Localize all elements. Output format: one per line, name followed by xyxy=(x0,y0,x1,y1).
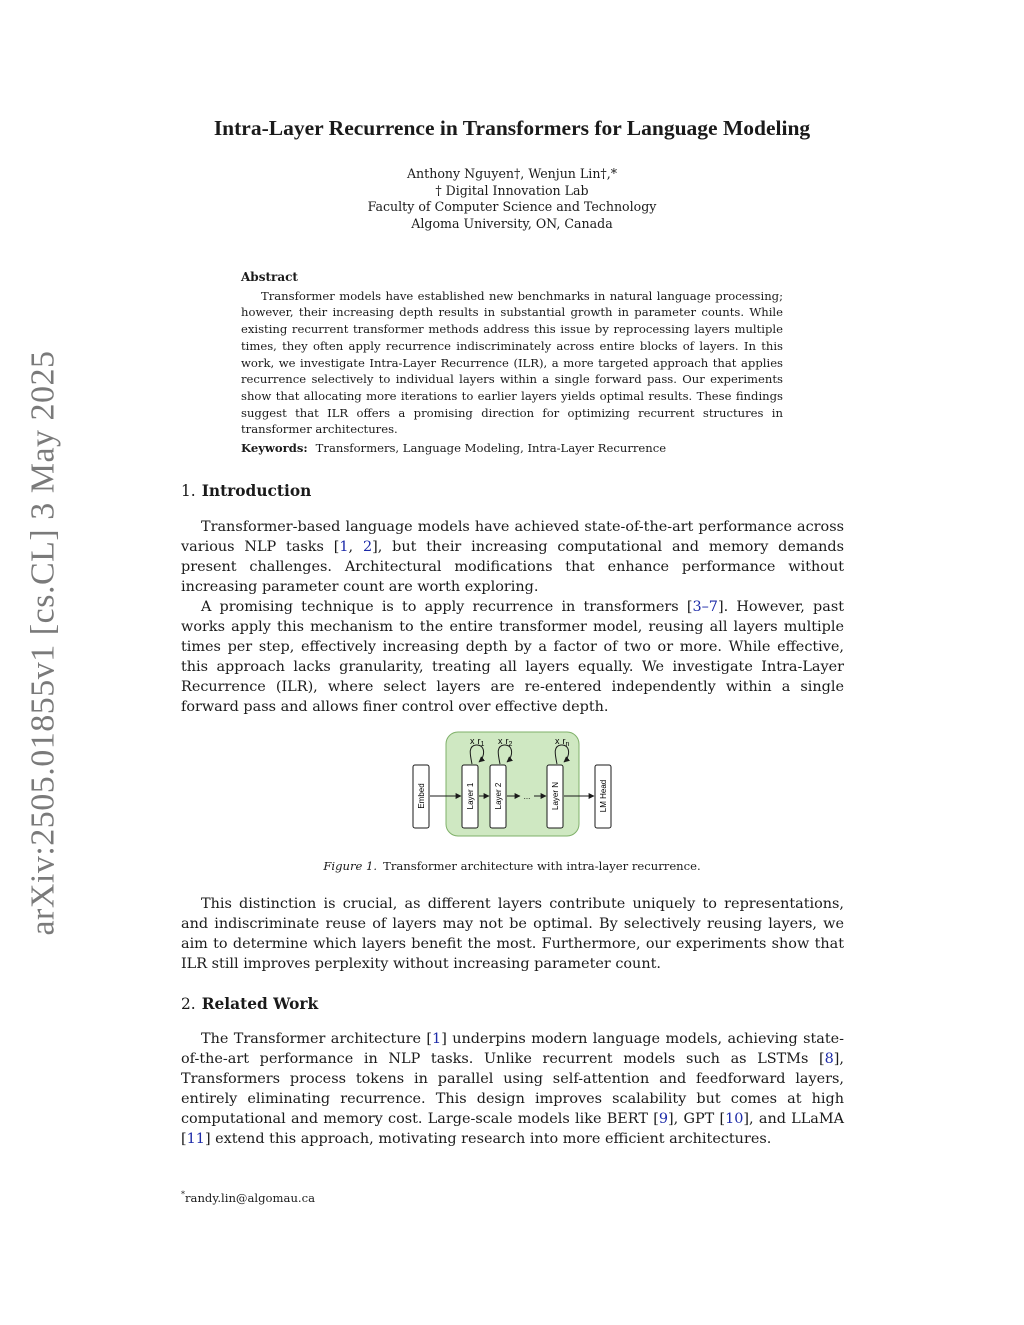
recurrence-label-n: x $r_n$ xyxy=(555,736,570,748)
figure-label: Figure 1. xyxy=(323,859,378,873)
keywords-label: Keywords: xyxy=(241,441,308,456)
keywords xyxy=(241,440,783,457)
abstract-text: Transformer models have established new benchmarks in natural language processing; however, their increasing depth results in substantial growth in parameter counts. While existing recurrent transformer methods address this issue by reprocessing layers multiple times, they often apply recurrence indiscriminately across entire blocks of layers. In this work, we investigate Intra-Layer Recurrence (ILR), a more targeted approach that applies recurrence selectively to individual layers within a single forward pass. Our experiments show that allocating more iterations to earlier layers yields optimal results. These findings suggest that ILR offers a promising direction for optimizing recurrent structures in transformer architectures. xyxy=(241,288,783,437)
text-run: ] extend this approach, motivating research into more efficient architectures. xyxy=(204,1131,772,1148)
intro-paragraph-1 xyxy=(181,517,844,597)
intro-paragraph-3: This distinction is crucial, as different layers contribute uniquely to representations, and indiscriminate reuse of layers may not be optimal. By selectively reusing layers, we aim to determine which layers benefit the most. Furthermore, our experiments show that ILR still improves perplexity without increasing parameter count. xyxy=(181,896,844,973)
section-title: Related Work xyxy=(201,995,319,1013)
architecture-diagram xyxy=(400,728,625,843)
section-title: Introduction xyxy=(201,482,312,500)
text-run: ], Transformers process tokens in parallel using self-attention and feedforward layers, entirely eliminating recurrence. This design improves scalability but comes at high computational and memory cost. Large-scale models like BERT [ xyxy=(181,1051,844,1128)
citation-link[interactable]: 9 xyxy=(658,1111,669,1128)
citation-link[interactable]: 2 xyxy=(362,539,373,556)
text-run: ] underpins modern language models, achieving state-of-the-art performance in NLP tasks. Unlike recurrent models such as LSTMs [ xyxy=(181,1031,844,1068)
figure-caption-text: Transformer architecture with intra-layer recurrence. xyxy=(383,859,701,873)
author-faculty: Faculty of Computer Science and Technology xyxy=(367,199,657,214)
section-heading-introduction xyxy=(181,482,311,500)
text-run: , xyxy=(348,539,363,556)
arxiv-id: arXiv:2505.01855v1 [cs.CL] 3 May 2025 xyxy=(25,349,63,936)
text-run: Transformer-based language models have achieved state-of-the-art performance across various NLP tasks [ xyxy=(181,519,844,556)
footnote-email[interactable]: randy.lin@algomau.ca xyxy=(185,1190,315,1205)
section-number: 1. xyxy=(181,482,196,500)
text-run: ], and LLaMA [ xyxy=(181,1111,845,1148)
footnote-mark: * xyxy=(181,1190,185,1199)
citation-link[interactable]: 11 xyxy=(186,1131,205,1148)
layer-2-label: Layer 2 xyxy=(494,782,503,810)
text-run: The Transformer architecture [ xyxy=(201,1031,433,1047)
arxiv-stamp xyxy=(14,349,74,936)
text-run: A promising technique is to apply recurrence in transformers [ xyxy=(201,599,693,615)
related-paragraph-1 xyxy=(181,1029,844,1150)
ellipsis-label: ... xyxy=(523,792,531,801)
lm-head-label: LM Head xyxy=(599,779,608,813)
layer-1-label: Layer 1 xyxy=(466,782,475,810)
citation-link[interactable]: 1 xyxy=(339,539,349,556)
intro-paragraph-2 xyxy=(181,597,844,718)
author-names: Anthony Nguyen†, Wenjun Lin†,* xyxy=(406,166,618,181)
author-lab: † Digital Innovation Lab xyxy=(435,182,589,198)
figure-caption xyxy=(0,859,1024,873)
embed-label: Embed xyxy=(417,783,426,809)
keywords-list: Transformers, Language Modeling, Intra-Layer Recurrence xyxy=(315,441,667,456)
footnote xyxy=(181,1190,315,1205)
text-run: ], GPT [ xyxy=(668,1111,726,1128)
recurrence-label-2: x $r_2$ xyxy=(498,736,513,748)
abstract xyxy=(241,269,783,457)
text-run: ], but their increasing computational and memory demands present challenges. Architectural modifications that enhance performance without increasing parameter count are worth exploring. xyxy=(181,539,845,596)
section-number: 2. xyxy=(181,995,196,1013)
author-university: Algoma University, ON, Canada xyxy=(411,215,613,231)
citation-link[interactable]: 1 xyxy=(432,1031,442,1047)
figure-architecture xyxy=(400,728,625,843)
citation-link[interactable]: 8 xyxy=(824,1051,834,1068)
citation-link[interactable]: 3–7 xyxy=(692,599,718,615)
layer-n-label: Layer N xyxy=(551,781,560,811)
section-heading-related-work xyxy=(181,995,318,1013)
author-block xyxy=(0,166,1024,232)
citation-link[interactable]: 10 xyxy=(725,1111,744,1128)
abstract-heading: Abstract xyxy=(241,270,298,284)
paper-title: Intra-Layer Recurrence in Transformers for Language Modeling xyxy=(213,116,811,140)
text-run: ]. However, past works apply this mechanism to the entire transformer model, reusing all layers multiple times per step, effectively increasing depth by a factor of two or more. While effective, this approach lacks granularity, treating all layers equally. We investigate Intra-Layer Recurrence (ILR), where select layers are re-entered independently within a single forward pass and allows finer control over effective depth. xyxy=(181,599,844,716)
recurrence-label-1: x $r_1$ xyxy=(470,736,485,748)
